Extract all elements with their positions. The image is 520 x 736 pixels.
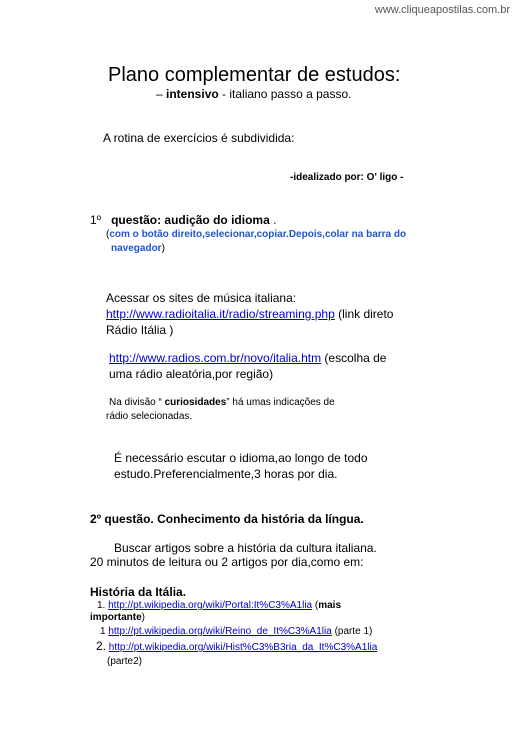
reino-italia-link[interactable]: http://pt.wikipedia.org/wiki/Reino_de_It%C3%A1lia bbox=[108, 626, 332, 637]
listen-line2: estudo.Preferencialmente,3 horas por dia. bbox=[114, 467, 338, 481]
link2-note2: uma rádio aleatória,por região) bbox=[109, 367, 274, 381]
link2-row bbox=[109, 350, 386, 382]
item3-note: (parte2) bbox=[107, 656, 143, 667]
history-heading: História da Itália. bbox=[90, 585, 187, 599]
radioitalia-link[interactable]: http://www.radioitalia.it/radio/streaming.php bbox=[106, 307, 335, 321]
historia-italia-link[interactable]: http://pt.wikipedia.org/wiki/Hist%C3%B3ria_da_It%C3%A1lia bbox=[108, 642, 378, 653]
search-text-1: Buscar artigos sobre a história da cultura italiana. bbox=[114, 541, 377, 555]
link1-note: (link direto bbox=[334, 307, 394, 321]
page-title: Plano complementar de estudos: bbox=[108, 64, 401, 86]
curiosidades-note bbox=[106, 396, 335, 424]
link1-note2: Rádio Itália ) bbox=[106, 323, 174, 337]
item2-note: (parte 1) bbox=[331, 626, 373, 637]
curio-bold: curiosidades bbox=[164, 397, 227, 408]
q1-title: questão: audição do idioma bbox=[111, 213, 270, 227]
intro-text: A rotina de exercícios é subdividida: bbox=[103, 131, 295, 145]
item1-note-line2: importante bbox=[90, 612, 142, 623]
listen-text bbox=[114, 450, 368, 482]
history-item-1-cont bbox=[90, 612, 145, 623]
subtitle-bold: intensivo bbox=[166, 87, 219, 101]
subtitle-rest: - italiano passo a passo. bbox=[218, 87, 352, 101]
history-item-1 bbox=[97, 599, 341, 612]
item1-num: 1. bbox=[97, 600, 106, 611]
history-item-2 bbox=[100, 626, 372, 637]
portal-italia-link[interactable]: http://pt.wikipedia.org/wiki/Portal:It%C3%A1lia bbox=[108, 600, 313, 611]
item3-num: 2. bbox=[96, 639, 107, 653]
q2-heading: 2º questão. Conhecimento da história da língua. bbox=[90, 512, 364, 526]
curio-line2: rádio selecionadas. bbox=[106, 411, 193, 422]
subtitle-dash: – bbox=[156, 87, 167, 101]
access-text: Acessar os sites de música italiana: bbox=[106, 291, 297, 305]
page-subtitle bbox=[156, 87, 351, 101]
hint-close: ) bbox=[161, 243, 165, 254]
hint-line2: navegador bbox=[111, 243, 162, 254]
q1-number: 1º bbox=[90, 213, 102, 227]
q1-dot: . bbox=[269, 213, 277, 227]
item1-note-pre: ( bbox=[312, 600, 319, 611]
site-header: www.cliqueapostilas.com.br bbox=[374, 4, 510, 16]
link2-note: (escolha de bbox=[321, 351, 387, 365]
author-credit: -idealizado por: O' ligo - bbox=[290, 172, 404, 183]
curio-pre: Na divisão “ bbox=[109, 397, 165, 408]
search-text-2: 20 minutos de leitura ou 2 artigos por dia,como em: bbox=[90, 555, 364, 569]
hint-line1: com o botão direito,selecionar,copiar.Depois,colar na barra do bbox=[109, 229, 407, 240]
q1-hint bbox=[106, 228, 406, 256]
listen-line1: É necessário escutar o idioma,ao longo de todo bbox=[114, 451, 368, 465]
history-item-3 bbox=[96, 639, 377, 669]
curio-post: ” há umas indicações de bbox=[226, 397, 335, 408]
link1-row bbox=[106, 306, 393, 338]
item1-note-close: ) bbox=[141, 612, 146, 623]
item1-note-bold: mais bbox=[318, 600, 342, 611]
q1-heading bbox=[90, 213, 276, 227]
radios-link[interactable]: http://www.radios.com.br/novo/italia.htm bbox=[109, 351, 322, 365]
hint-open: ( bbox=[106, 229, 110, 240]
item2-num: 1 bbox=[100, 626, 106, 637]
